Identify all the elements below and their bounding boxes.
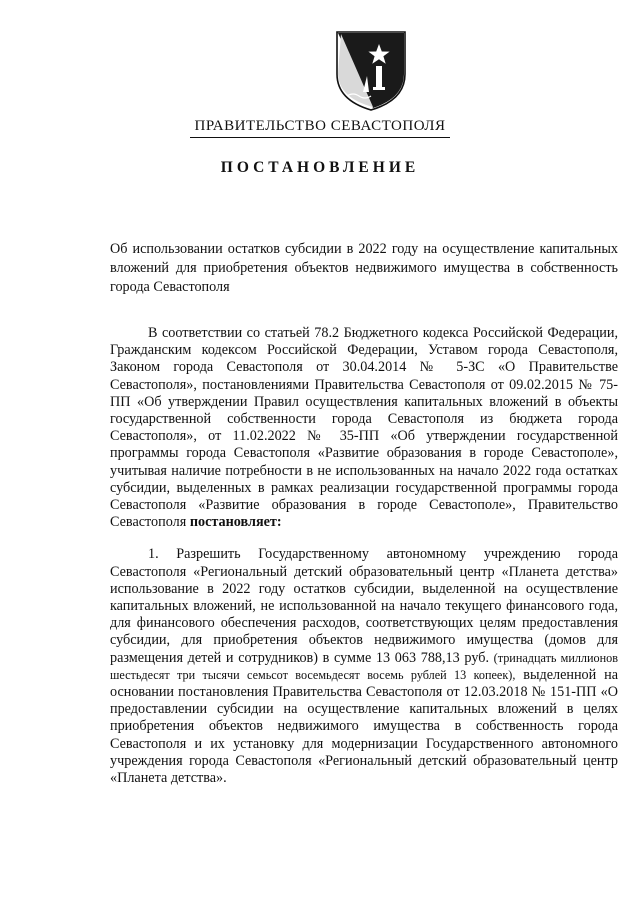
resolution-body [110, 325, 618, 787]
government-name-underline [190, 137, 450, 138]
government-name [0, 118, 640, 138]
preamble-text: В соответствии со статьей 78.2 Бюджетного кодекса Российской Федерации, Гражданским кодексом Российской Федерации, Уставом города Севастополя, Законом города Севастополя от 30.04.2014 № 5-ЗС «О Правительстве Севастополя», постановлениями Правительства Севастополя от 09.02.2015 № 75-ПП «Об утверждении Правил осуществления капитальных вложений в объекты государственной собственности города Севастополя из бюджета города Севастополя», от 11.02.2022 № 35-ПП «Об утверждении государственной программы города Севастополя «Развитие образования в городе Севастополе», учитывая наличие потребности в не использованных на начало 2022 года остатках субсидии, выделенных в рамках реализации государственной программы города Севастополя «Развитие образования в городе Севастополе», Правительство Севастополя [110, 325, 618, 531]
item-1-paragraph [110, 546, 618, 787]
government-name-text: ПРАВИТЕЛЬСТВО СЕВАСТОПОЛЯ [194, 118, 446, 134]
resolution-subject: Об использовании остатков субсидии в 2022 году на осуществление капитальных вложений для приобретения объектов недвижимого имущества в собственность города Севастополя [110, 241, 618, 295]
item-1-part-1: 1. Разрешить Государственному автономному учреждению города Севастополя «Региональный детский образовательный центр «Планета детства» использование в 2022 году остатков субсидии, выделенной на осуществление капитальных вложений, не использованной на начало текущего финансового года, для финансового обеспечения расходов, соответствующих целям предоставления субсидии, для приобретения объектов недвижимого имущества (домов для размещения детей и сотрудников) в сумме 13 063 788,13 руб. [110, 546, 618, 666]
document-type-title: ПОСТАНОВЛЕНИЕ [220, 159, 420, 176]
amount-in-words: (тринадцать миллионов шестьдесят три тысячи семьсот восемьдесят восемь рублей 13 копеек), [110, 650, 619, 682]
preamble-paragraph [110, 325, 618, 531]
sevastopol-coat-of-arms-icon [333, 28, 409, 112]
resolves-verb: постановляет: [189, 514, 282, 531]
paragraph-gap [110, 531, 618, 546]
item-1-part-2: выделенной на основании постановления Правительства Севастополя от 12.03.2018 № 151-ПП «О предоставлении субсидии на осуществление капитальных вложений в целях приобретения объектов недвижимого имущества в собственность города Севастополя и их установку для модернизации Государственного автономного учреждения города Севастополя «Региональный детский образовательный центр «Планета детства». [110, 666, 619, 787]
